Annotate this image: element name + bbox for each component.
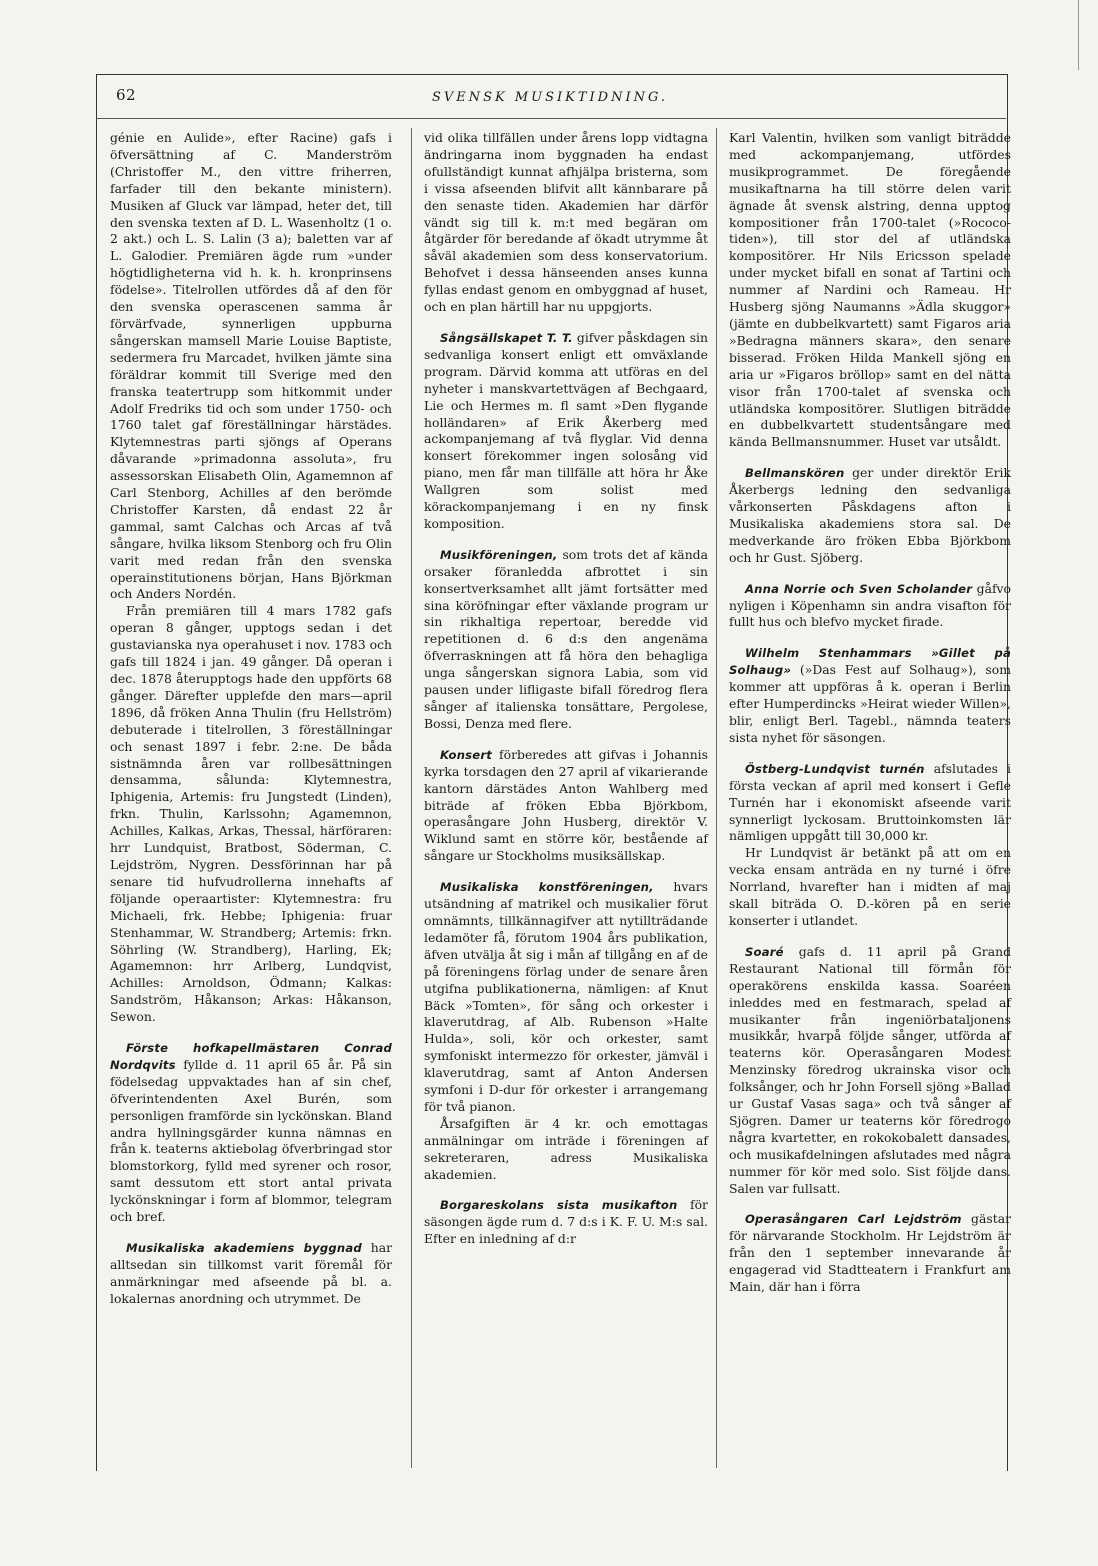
item-heading: Anna Norrie och Sven Scholander (745, 581, 973, 596)
article-text: génie en Aulide», efter Racine) gafs i öfversättning af C. Manderström (Christoffer M., den vittre friherren, farfader till den bekante ministern). Musiken af Gluck var lämpad, heter det, till den svenska texten af D. L. Wasenholtz (1 o. 2 akt.) och L. S. Lalin (3 a); baletten var af L. Galodier. Premiären ägde rum »under högtidligheterna vid h. k. h. kronprinsens födelse». Titelrollen utfördes då af den för den svenska operascenen samma år förvärfvade, synnerligen uppburna sångerskan mamsell Marie Louise Baptiste, sedermera fru Marcadet, hvilken jämte sina föräldrar kommit till Sverige med den franska teatertrupp som hitkommit under Adolf Fredriks tid och som under 1750- och 1760 talet gaf föreställningar härstädes. Klytemnestras parti sjöngs af Operans dåvarande »primadonna assoluta», fru assessorskan Elisabeth Olin, Agamemnon af Carl Stenborg, Achilles af den berömde Christoffer Karsten, då endast 22 år gammal, samt Calchas och Arcas af två sångare, hvilka liksom Stenborg och fru Olin varit med redan från den svenska operainstitutionens början, Hans Björkman och Anders Nordén. (110, 130, 392, 602)
news-item (424, 879, 708, 1116)
item-heading: Bellmanskören (745, 466, 845, 481)
article-text: Från premiären till 4 mars 1782 gafs operan 8 gånger, upptogs sedan i det gustavianska nya operahuset i nov. 1783 och gafs till 1824 i jan. 49 gånger. Då operan i dec. 1878 återupptogs hade den uppförts 68 gånger. Därefter upplefde den mars—april 1896, då fröken Anna Thulin (fru Hellström) debuterade i titelrollen, 3 föreställningar och senast 1897 i febr. 2:ne. De båda sistnämnda åren var rollbesättningen densamma, sålunda: Klytemnestra, Iphigenia, Artemis: fru Jungstedt (Linden), frkn. Thulin, Karlssohn; Agamemnon, Achilles, Kalkas, Arkas, Thessal, härföraren: hrr Lundquist, Bratbost, Söderman, C. Lejdström, Nygren. Dessförinnan har på senare tid hufvudrollerna innehafts af följande operaartister: Klytemnestra: fru Michaeli, frk. Hebbe; Iphigenia: fruar Stenhammar, W. Strandberg; Artemis: frkn. Söhrling (W. Strandberg), Harling, Ek; Agamemnon: hrr Arlberg, Lundqvist, Achilles: Arnoldson, Ödmann; Kalkas: Sandström, Håkanson; Arkas: Håkanson, Sewon. (110, 603, 392, 1025)
column-1 (110, 130, 392, 1322)
news-item (729, 944, 1011, 1198)
column-3 (729, 130, 1011, 1310)
news-item (424, 547, 708, 733)
item-heading: Wilhelm Stenhammars »Gillet på Solhaug» (729, 646, 1011, 678)
article-text: vid olika tillfällen under årens lopp vidtagna ändringarna inom byggnaden ha endast ofullständigt kunnat afhjälpa bristerna, som i vissa afseenden blifvit allt kännbarare på den senaste tiden. Akademien har därför vändt sig till k. m:t med begäran om åtgärder för beredande af ökadt utrymme åt såväl akademien som dess konservatorium. Behofvet i dessa hänseenden anses kunna fyllas endast genom en ombyggnad af huset, och en plan härtill har nu uppgjorts. (424, 130, 708, 315)
news-item (110, 1240, 392, 1308)
news-item (729, 761, 1011, 846)
item-text: har alltsedan sin tillkomst varit föremål för anmärkningar med afseende på bl. a. lokalernas anordning och utrymmet. De (110, 1240, 392, 1306)
page-edge-line (1078, 0, 1098, 70)
news-item (729, 581, 1011, 632)
news-item (729, 465, 1011, 566)
item-text: gifver påskdagen sin sedvanliga konsert enligt ett omväxlande program. Därvid komma att utföras en del nyheter i manskvartettvägen af Bechgaard, Lie och Hermes m. fl samt »Den flygande holländaren» af Erik Åkerberg med ackompanjemang af två flyglar. Vid denna konsert förekommer ingen solosång vid piano, men får man tillfälle att höra hr Åke Wallgren som solist med körackompanjemang i en ny finsk komposition. (424, 329, 708, 531)
item-text: fyllde d. 11 april 65 år. På sin födelsedag uppvaktades han af sin chef, öfverintendenten Axel Burén, som personligen framförde sin lyckönskan. Bland andra hyllningsgärder kunna nämnas en från k. teaterns aktiebolag öfverbringad stor blomstorkorg, fylld med syrener och rosor, samt dessutom ett stort antal privata lyckönskningar i form af blommor, telegram och bref. (110, 1056, 392, 1225)
column-2 (424, 130, 708, 1262)
item-heading: Sångsällskapet T. T. (440, 330, 573, 345)
header-rule (96, 118, 1006, 119)
item-heading: Musikaliska konstföreningen, (440, 880, 654, 895)
article-text: Hr Lundqvist är betänkt på att om en vecka ensam anträda en ny turné i öfre Norrland, hvarefter han i midten af maj skall biträda O. D.-kören på en serie konserter i utlandet. (729, 845, 1011, 928)
column-divider-2 (716, 128, 717, 1468)
item-heading: Operasångaren Carl Lejdström (745, 1212, 962, 1227)
page-number: 62 (116, 86, 137, 104)
item-text: för säsongen ägde rum d. 7 d:s i K. F. U. M:s sal. Efter en inledning af d:r (424, 1197, 708, 1247)
item-text: afslutades i första veckan af april med konsert i Gefle Turnén har i ekonomiskt afseende varit synnerligt lyckosam. Bruttoinkomsten lär nämligen uppgått till 30,000 kr. (729, 760, 1012, 844)
item-heading: Musikaliska akademiens byggnad (126, 1241, 362, 1255)
column-divider-1 (411, 128, 412, 1468)
news-item (424, 330, 708, 533)
page-header (110, 86, 990, 112)
item-text: som trots det af kända orsaker föranledda afbrottet i sin konsertverksamhet allt jämt fortsätter med sina köröfningar efter växlande program ur sin rikhaltiga repertoar, beredde vid repetitionen d. 6 d:s den angenäma öfverraskningen att få höra den behagliga unga sångerskan signora Labia, som vid pausen under lifligaste bifall föredrog flera sånger af italienska tonsättare, Pergolese, Bossi, Denza med flere. (424, 546, 708, 731)
item-text: gåfvo nyligen i Köpenhamn sin andra visafton för fullt hus och blefvo mycket firade. (729, 580, 1011, 630)
item-heading: Borgareskolans sista musikafton (440, 1198, 678, 1213)
item-text: förberedes att gifvas i Johannis kyrka torsdagen den 27 april af vikarierande kantorn därstädes Anton Wahlberg med biträde af fröken Ebba Björkbom, operasångare John Husberg, direktör V. Wiklund samt en större kör, bestående af sångare ur Stockholms musiksällskap. (424, 746, 708, 864)
item-heading: Förste hofkapellmästaren Conrad Nordqvits (110, 1041, 392, 1072)
item-heading: Musikföreningen, (440, 547, 558, 562)
item-text: gästar för närvarande Stockholm. Hr Lejdström är från den 1 september innevarande år engagerad vid Stadtteatern i Frankfurt am Main, där han i förra (729, 1211, 1011, 1295)
news-item (729, 1211, 1011, 1296)
news-item (110, 1040, 392, 1226)
article-text: Karl Valentin, hvilken som vanligt biträdde med ackompanjemang, utfördes musikprogrammet. De föregående musikaftnarna ha till större delen varit ägnade åt svensk alstring, denna upptog kompositioner från 1700-talet (»Rococo-tiden»), till stor del af utländska kompositörer. Hr Nils Ericsson spelade under mycket bifall en sonat af Tartini och nummer af Nardini och Rameau. Hr Husberg sjöng Naumanns »Ädla skuggor» (jämte en dubbelkvartett) samt Figaros aria »Bedragna männers skara», den senare bisserad. Fröken Hilda Mankell sjöng en aria ur »Figaros bröllop» samt en del nätta visor från 1700-talet af svenska och utländska kompositörer. Slutligen biträdde en dubbelkvartett studentsångare med kända Bellmansnummer. Huset var utsåldt. (729, 130, 1011, 450)
news-item (424, 1197, 708, 1248)
journal-title: SVENSK MUSIKTIDNING. (431, 90, 669, 105)
item-text: (»Das Fest auf Solhaug»), som kommer att uppföras å k. operan i Berlin efter Humperdincks »Heirat wieder Willen», blir, enligt Berl. Tagebl., nämnda teaters sista nyhet för säsongen. (729, 662, 1011, 745)
article-text: Årsafgiften är 4 kr. och emottagas anmälningar om inträde i föreningen af sekreteraren, adress Musikaliska akademien. (424, 1115, 708, 1182)
item-text: ger under direktör Erik Åkerbergs ledning den sedvanliga vårkonserten Påskdagens afton i Musikaliska akademiens stora sal. De medverkande äro fröken Ebba Björkbom och hr Gust. Sjöberg. (729, 465, 1011, 565)
item-heading: Konsert (440, 747, 492, 762)
item-text: gafs d. 11 april på Grand Restaurant National till förmån för operakörens enskilda kassa. Soaréen inleddes med en festmarach, spelad af musikanter från ingeniörbataljonens musikkår, hvarpå följde sånger, utförda af teaterns kör. Operasångaren Modest Menzinsky föredrog ukrainska visor och folksånger, och hr John Forsell sjöng »Ballad ur Gustaf Vasas saga» och två sånger af Sjögren. Damer ur teaterns kör föredrogo några kvartetter, en rokokobalett dansades, och musikafdelningen afslutades med några nummer för kör med solo. Sist följde dans. Salen var fullsatt. (729, 943, 1011, 1196)
item-heading: Soaré (745, 944, 784, 959)
news-item (729, 645, 1011, 746)
item-text: hvars utsändning af matrikel och musikalier förut omnämnts, tillkännagifver att nytillträdande ledamöter få, förutom 1904 års publikation, äfven utvälja åt sig i mån af tillgång en af de på föreningens förlag under de senare åren utgifna publikationerna, nämligen: af Knut Bäck »Tomten», för sång och orkester i klaverutdrag, af Alb. Rubenson »Halte Hulda», soli, kör och orkester, samt symfoniskt intermezzo för orkester, jämväl i klaverutdrag, samt af Anton Andersen symfoni i D-dur för orkester i arrangemang för två pianon. (424, 879, 708, 1114)
item-heading: Östberg-Lundqvist turnén (745, 761, 925, 776)
news-item (424, 747, 708, 865)
